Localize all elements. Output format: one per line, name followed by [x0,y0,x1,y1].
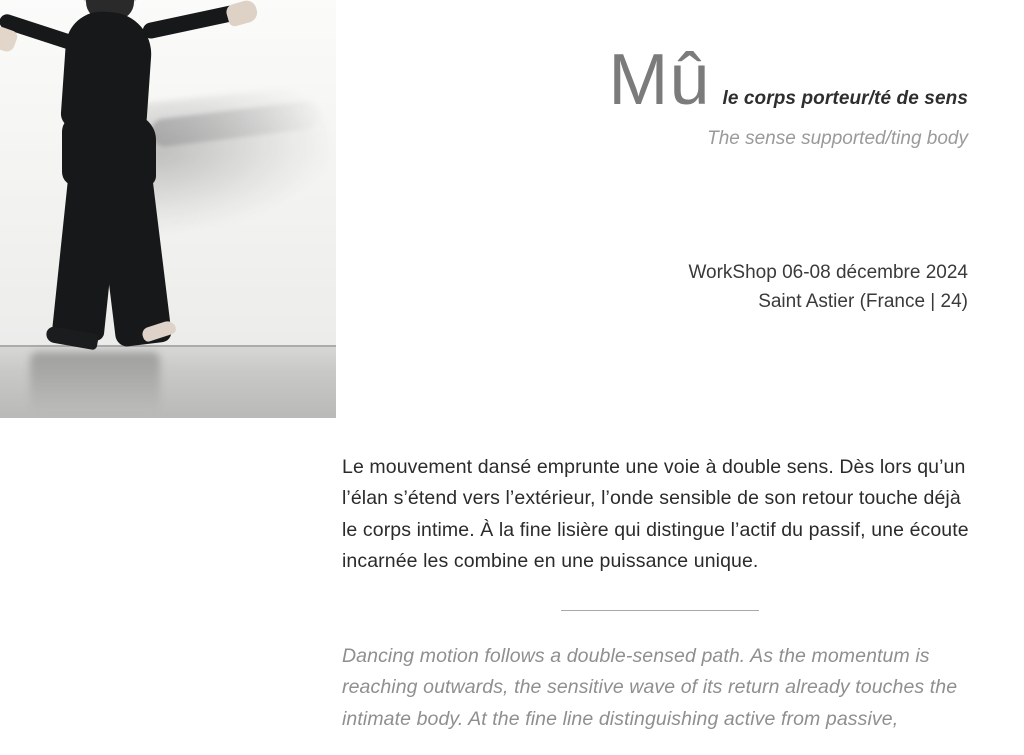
paragraph-english: Dancing motion follows a double-sensed path. As the momentum is reaching outwards, the sensitive wave of its return already touches the intimate body. At the fine line distinguishing active from passive, [342,644,958,730]
dancer-figure [24,0,274,364]
dancer-photograph [0,0,336,418]
dancer-right-hand [225,0,260,28]
title-block [608,40,968,150]
divider-rule [561,610,759,611]
logo-line [608,40,968,120]
event-location: Saint Astier (France | 24) [758,291,968,313]
event-details [688,258,968,317]
subtitle-english: The sense supported/ting body [707,128,968,149]
paragraph-french: Le mouvement dansé emprunte une voie à double sens. Dès lors qu’un l’élan s’étend vers l’extérieur, l’onde sensible de son retour touche déjà le corps intime. À la fine lisière qui distingue l’actif du passif, une écoute incarnée les combine en une puissance unique. [342,455,969,573]
body-text [342,432,978,755]
dancer-right-leg [96,167,173,348]
brand-logo: Mû [608,40,711,120]
poster-content [342,0,1024,730]
subtitle-french: le corps porteur/té de sens [722,88,968,109]
event-date: WorkShop 06-08 décembre 2024 [688,262,968,283]
